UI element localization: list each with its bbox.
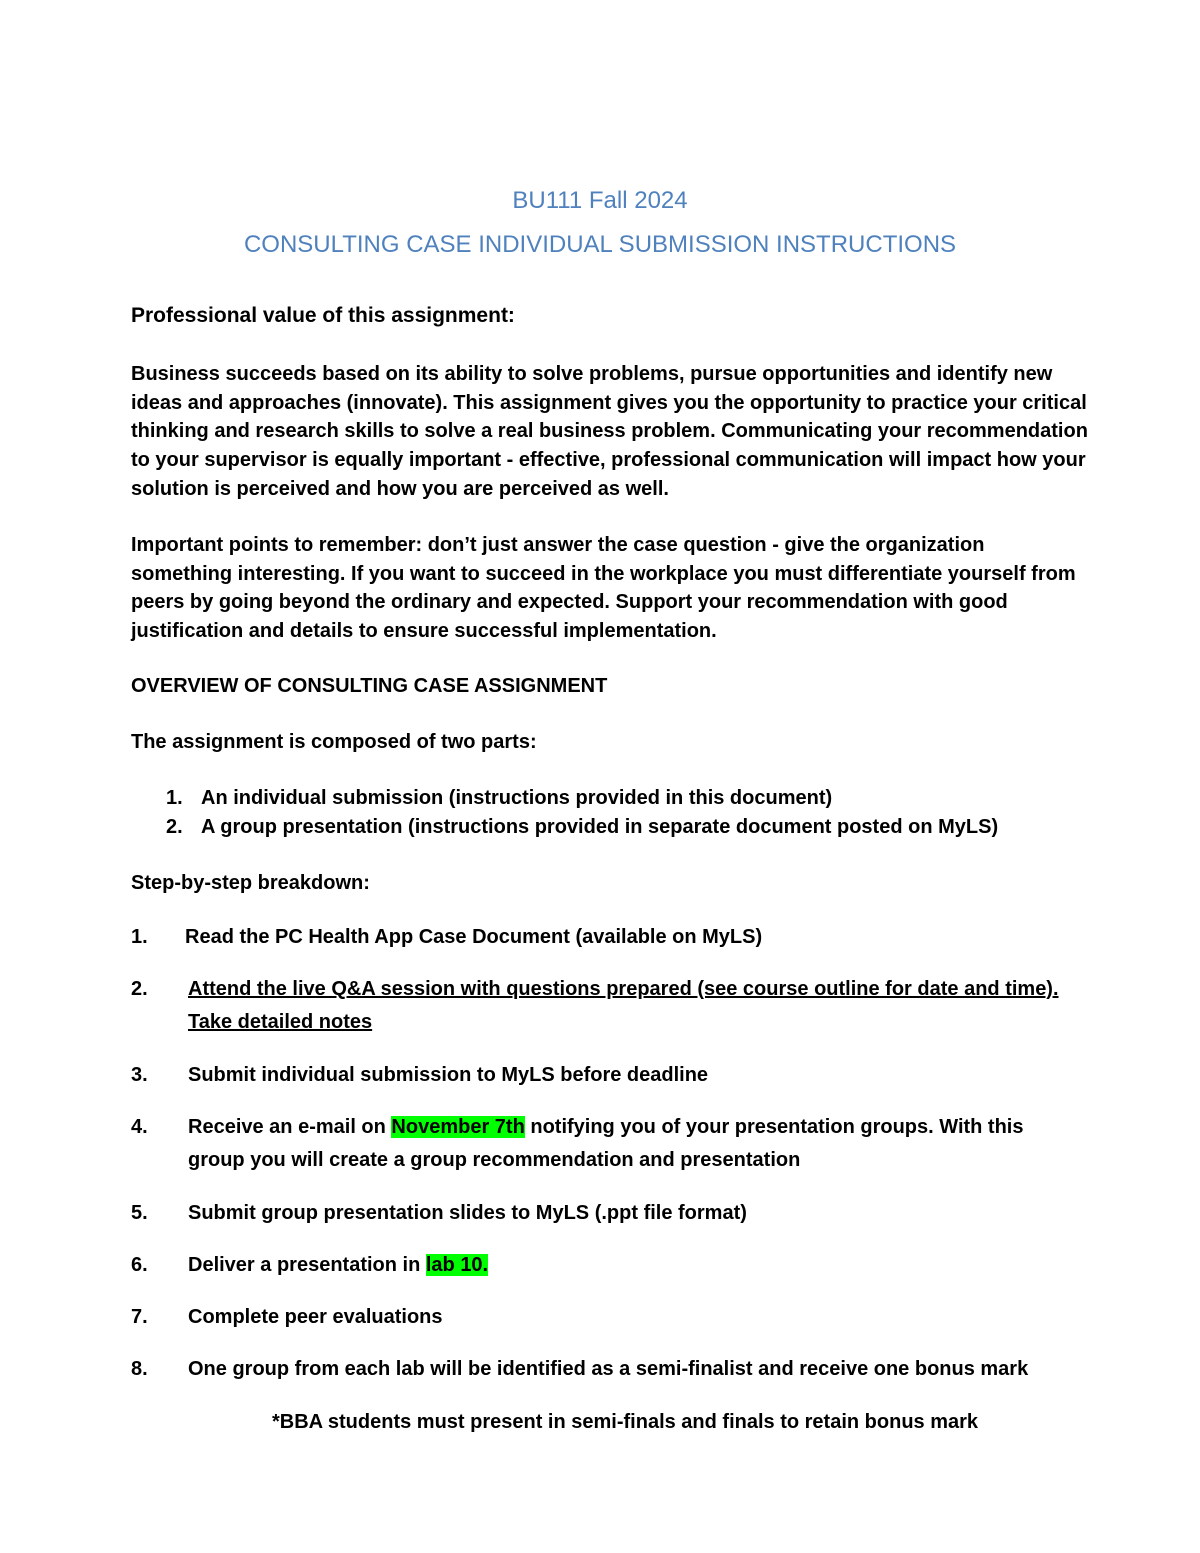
part-number: 1.: [166, 787, 183, 809]
professional-value-paragraph: Business succeeds based on its ability to solve problems, pursue opportunities and identify new ideas and approaches (innovate). This assignment gives you the opportunity to practice your critical thinking and research skills to solve a real business problem. Communicating your recommendation to your supervisor is equally important - effective, professional communication will impact how your solution is perceived and how you are perceived as well.: [131, 363, 1088, 500]
step-text: notifying you of your presentation groups. With this: [524, 1116, 1024, 1138]
important-points-paragraph: Important points to remember: don’t just answer the case question - give the organization something interesting. If you want to succeed in the workplace you must differentiate yourself from peers by going beyond the ordinary and expected. Support your recommendation with good justification and details to ensure successful implementation.: [131, 534, 1076, 643]
step-number: 5.: [131, 1202, 148, 1224]
overview-heading: OVERVIEW OF CONSULTING CASE ASSIGNMENT: [131, 675, 608, 697]
date-highlight: November 7th: [391, 1116, 525, 1138]
step-item: [188, 1111, 1024, 1144]
part-item: An individual submission (instructions provided in this document): [201, 787, 833, 809]
breakdown-heading: Step-by-step breakdown:: [131, 872, 370, 894]
step-text: Deliver a presentation in: [188, 1254, 426, 1276]
lab-highlight: lab 10.: [425, 1254, 489, 1276]
step-text: Receive an e-mail on: [188, 1116, 392, 1138]
step-number: 6.: [131, 1254, 148, 1276]
step-number: 2.: [131, 978, 148, 1000]
step-item: Read the PC Health App Case Document (available on MyLS): [185, 926, 763, 948]
step-item: One group from each lab will be identified as a semi-finalist and receive one bonus mark: [188, 1358, 1029, 1380]
step-number: 1.: [131, 926, 148, 948]
overview-intro: The assignment is composed of two parts:: [131, 731, 537, 753]
step-item: Attend the live Q&A session with questions prepared (see course outline for date and time).: [188, 978, 1059, 1000]
step-number: 4.: [131, 1116, 148, 1138]
step-item: Submit individual submission to MyLS before deadline: [188, 1064, 709, 1086]
step-item: Submit group presentation slides to MyLS (.ppt file format): [188, 1202, 747, 1224]
step-item: [188, 1249, 488, 1282]
part-item: A group presentation (instructions provided in separate document posted on MyLS): [201, 816, 999, 838]
step-number: 8.: [131, 1358, 148, 1380]
professional-value-heading: Professional value of this assignment:: [131, 304, 515, 327]
step-item-continued: Take detailed notes: [188, 1011, 373, 1033]
step-number: 3.: [131, 1064, 148, 1086]
step-number: 7.: [131, 1306, 148, 1328]
course-title: BU111 Fall 2024: [512, 187, 688, 214]
footnote: *BBA students must present in semi-finals and finals to retain bonus mark: [271, 1411, 979, 1433]
document-title: CONSULTING CASE INDIVIDUAL SUBMISSION INSTRUCTIONS: [243, 231, 957, 258]
part-number: 2.: [166, 816, 183, 838]
step-item-continued: group you will create a group recommendation and presentation: [188, 1149, 801, 1171]
step-item: Complete peer evaluations: [188, 1306, 443, 1328]
